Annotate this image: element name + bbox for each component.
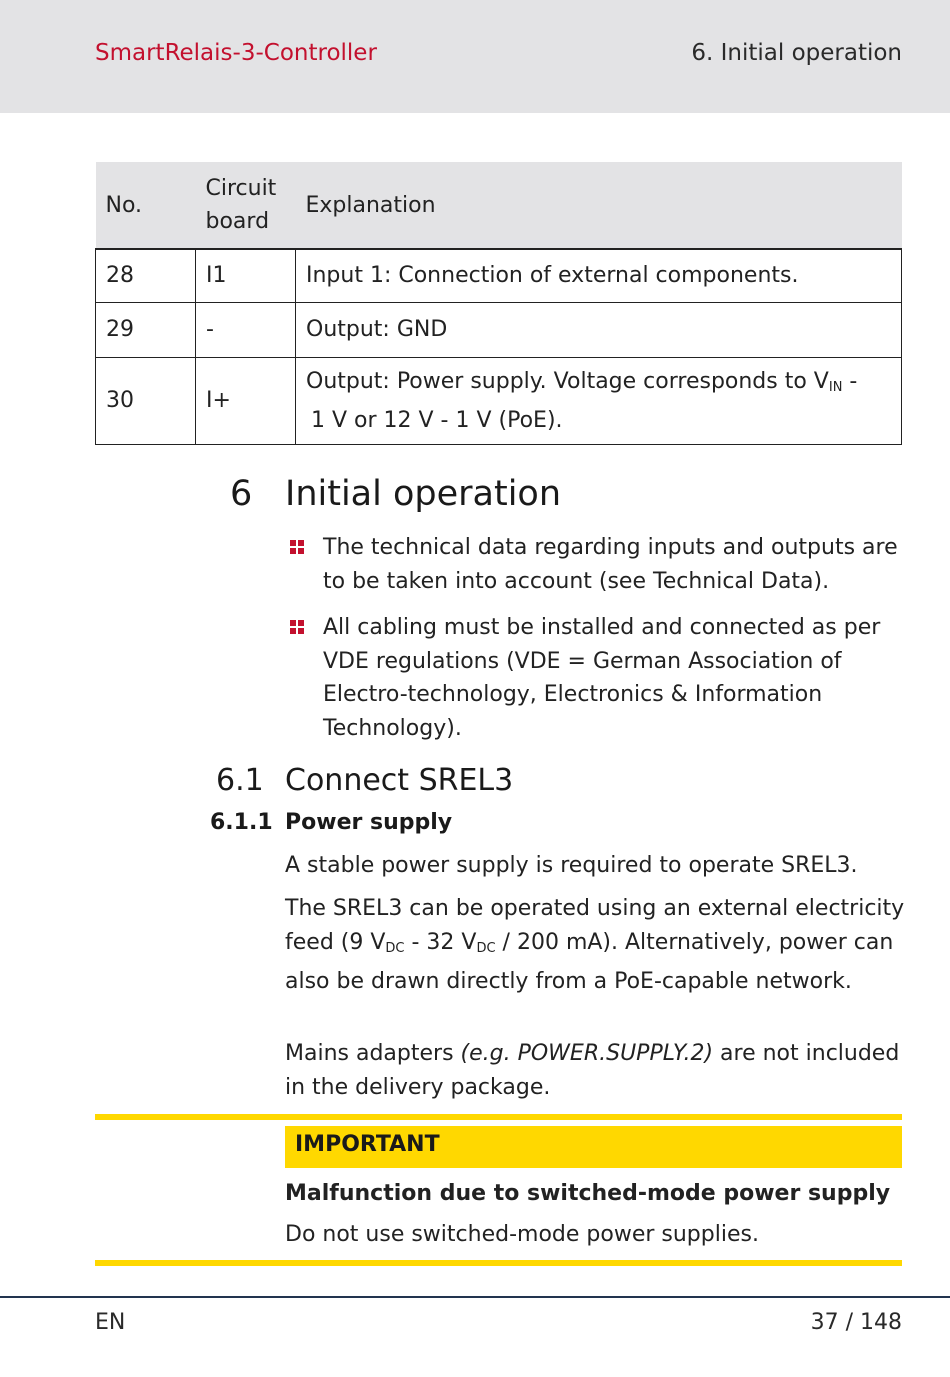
important-heading: Malfunction due to switched-mode power supply bbox=[285, 1181, 891, 1206]
paragraph bbox=[285, 1037, 905, 1104]
table-row bbox=[96, 249, 902, 302]
footer-language: EN bbox=[95, 1310, 126, 1335]
subscript: DC bbox=[476, 940, 496, 956]
chapter-title: 6. Initial operation bbox=[691, 40, 902, 66]
subscript: IN bbox=[828, 379, 843, 395]
bullet-icon bbox=[290, 620, 304, 634]
section-number: 6 bbox=[230, 474, 253, 514]
subsubsection-number: 6.1.1 bbox=[210, 810, 273, 835]
cell-explanation bbox=[296, 357, 902, 444]
subscript: DC bbox=[385, 940, 405, 956]
subsection-title: Connect SREL3 bbox=[285, 763, 514, 798]
cell-no: 29 bbox=[96, 302, 196, 357]
subsection-number: 6.1 bbox=[216, 763, 264, 798]
important-label: IMPORTANT bbox=[295, 1132, 440, 1157]
text-part: The SREL3 can be operated using an external electricity feed (9 V bbox=[285, 896, 905, 955]
text-part: Mains adapters bbox=[285, 1041, 461, 1066]
bullet-text: All cabling must be installed and connected as per VDE regulations (VDE = German Association of Electro-technology, Electronics & Information Technology). bbox=[323, 615, 881, 741]
explanation-part: 1 V or 12 V - 1 V (PoE). bbox=[311, 407, 563, 433]
explanation-part: Output: Power supply. Voltage corresponds to V bbox=[306, 368, 829, 394]
text-part: are not included in the delivery package. bbox=[285, 1041, 900, 1100]
table-header-row bbox=[96, 162, 902, 249]
section-title: Initial operation bbox=[285, 474, 562, 514]
table-row bbox=[96, 357, 902, 444]
brand-title: SmartRelais-3-Controller bbox=[95, 40, 377, 66]
cell-no: 30 bbox=[96, 357, 196, 444]
subsubsection-title: Power supply bbox=[285, 810, 453, 835]
cell-explanation: Output: GND bbox=[296, 302, 902, 357]
important-text: Do not use switched-mode power supplies. bbox=[285, 1222, 759, 1247]
cell-no: 28 bbox=[96, 249, 196, 302]
col-header-board: Circuit board bbox=[196, 162, 296, 249]
explanation-part: - bbox=[842, 368, 858, 394]
paragraph bbox=[285, 892, 905, 999]
important-top-rule bbox=[95, 1114, 902, 1120]
cell-explanation: Input 1: Connection of external components. bbox=[296, 249, 902, 302]
footer-rule bbox=[0, 1296, 950, 1298]
col-header-no: No. bbox=[96, 162, 196, 249]
cell-board: - bbox=[196, 302, 296, 357]
terminal-table bbox=[95, 162, 902, 445]
text-part: / 200 mA). Alternatively, power can also be drawn directly from a PoE-capable network. bbox=[285, 929, 894, 994]
important-bottom-rule bbox=[95, 1260, 902, 1266]
page-number: 37 / 148 bbox=[810, 1310, 902, 1335]
cell-board: I1 bbox=[196, 249, 296, 302]
page-header bbox=[0, 0, 950, 113]
table-row bbox=[96, 302, 902, 357]
italic-text: (e.g. POWER.SUPPLY.2) bbox=[460, 1041, 714, 1066]
important-label-box bbox=[285, 1126, 902, 1168]
cell-board: I+ bbox=[196, 357, 296, 444]
col-header-explanation: Explanation bbox=[296, 162, 902, 249]
bullet-text: The technical data regarding inputs and outputs are to be taken into account (see Technical Data). bbox=[323, 535, 898, 594]
paragraph: A stable power supply is required to operate SREL3. bbox=[285, 853, 858, 878]
text-part: - 32 V bbox=[404, 929, 477, 955]
bullet-icon bbox=[290, 540, 304, 554]
